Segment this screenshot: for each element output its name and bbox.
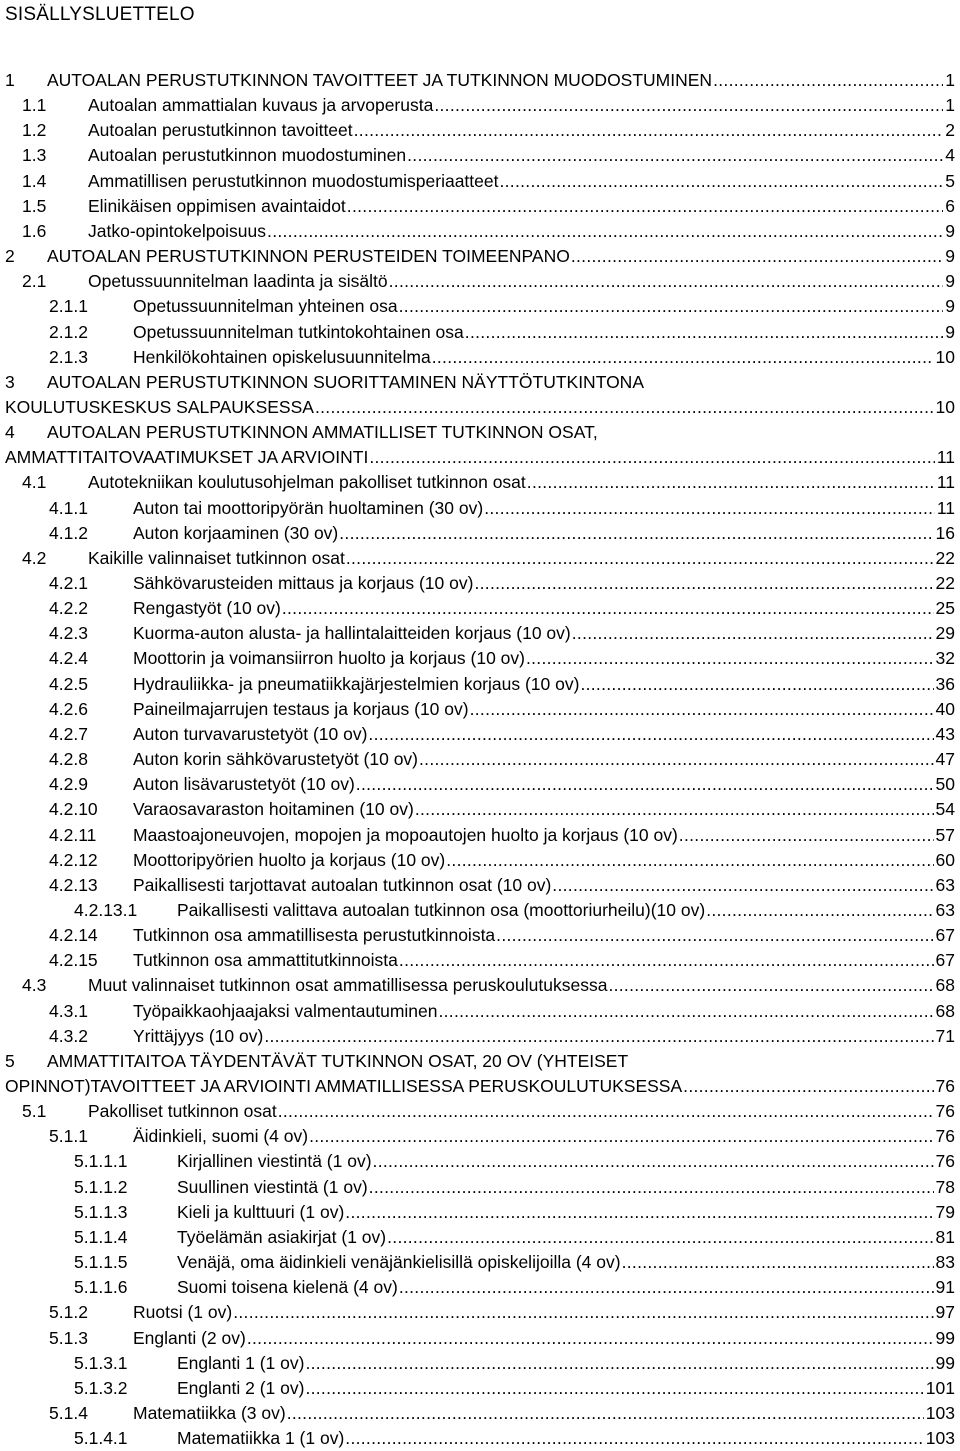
toc-entry[interactable] [0,621,960,646]
toc-entry[interactable] [0,596,960,621]
toc-entry[interactable] [0,1351,960,1376]
dot-leader [499,169,943,194]
toc-entry-title: Henkilökohtainen opiskelusuunnitelma [133,346,431,367]
toc-entry[interactable] [0,345,960,370]
toc-entry-title: Moottoripyörien huolto ja korjaus (10 ov) [133,849,446,870]
toc-entry-number: 4.2.5 [49,673,88,694]
toc-entry-page: 71 [935,1025,955,1046]
toc-entry-page: 50 [935,774,955,795]
toc-entry[interactable] [0,169,960,194]
toc-entry-page: 79 [935,1201,955,1222]
toc-entry-number: 4.2.4 [49,648,88,669]
dot-leader [369,445,934,470]
toc-entry-page: 68 [935,1000,955,1021]
toc-entry[interactable] [0,1049,960,1074]
toc-entry-number: 2.1.3 [49,346,88,367]
toc-entry[interactable] [0,370,960,395]
toc-entry[interactable] [0,1175,960,1200]
toc-entry-number: 4.2.14 [49,925,98,946]
toc-entry-title: Työpaikkaohjaajaksi valmentautuminen [133,1000,438,1021]
toc-entry-page: 54 [935,799,955,820]
toc-entry[interactable] [0,948,960,973]
toc-entry-page: 11 [936,472,955,493]
toc-entry-number: 3 [5,371,15,392]
dot-leader [474,571,933,596]
toc-entry-page: 76 [935,1151,955,1172]
toc-entry-title: Jatko-opintokelpoisuus [88,220,267,241]
toc-entry-number: 4.2.13 [49,874,98,895]
toc-entry-number: 2.1 [22,271,47,292]
dot-leader [305,1376,923,1401]
toc-entry-number: 4.3.1 [49,1000,88,1021]
toc-entry-title: Auton korjaaminen (30 ov) [133,522,339,543]
toc-entry-number: 5.1.1.5 [74,1252,128,1273]
toc-entry-page: 103 [925,1402,955,1423]
dot-leader [622,1250,934,1275]
toc-entry-title: Hydrauliikka- ja pneumatiikkajärjestelmien korjaus (10 ov) [133,673,580,694]
dot-leader [432,345,934,370]
toc-entry-page: 76 [935,1076,955,1096]
toc-entry-page: 76 [935,1101,955,1122]
toc-entry-title: Työelämän asiakirjat (1 ov) [177,1226,387,1247]
toc-entry-number: 5.1.4 [49,1402,88,1423]
toc-entry-title: Kirjallinen viestintä (1 ov) [177,1151,372,1172]
dot-leader [580,672,933,697]
toc-entry-page: 63 [935,899,955,920]
toc-entry[interactable] [0,722,960,747]
toc-entry[interactable] [0,143,960,168]
toc-entry-page: 11 [936,497,955,518]
toc-entry-title: Tutkinnon osa ammatillisesta perustutkinnoista [133,925,496,946]
dot-leader [683,1074,933,1099]
dot-leader [346,546,934,571]
toc-entry-page: 22 [935,547,955,568]
dot-leader [713,68,943,93]
toc-entry-title: Ruotsi (1 ov) [133,1302,233,1323]
toc-entry-number: 4.2.12 [49,849,98,870]
toc-entry-number: 4.3.2 [49,1025,88,1046]
toc-entry-title: Opetussuunnitelman laadinta ja sisältö [88,271,388,292]
toc-entry[interactable] [0,571,960,596]
dot-leader [571,244,943,269]
toc-entry[interactable] [0,1099,960,1124]
dot-leader [679,823,934,848]
toc-entry-page: 91 [935,1277,955,1298]
toc-entry[interactable] [0,1275,960,1300]
toc-entry-title: Sähkövarusteiden mittaus ja korjaus (10 ov) [133,573,474,593]
toc-entry-page: 99 [935,1352,955,1373]
toc-entry-page: 9 [945,220,955,241]
toc-entry-number: 1.3 [22,145,47,166]
toc-entry[interactable] [0,269,960,294]
dot-leader [572,621,934,646]
toc-entry-number: 4.2.11 [49,824,97,845]
toc-entry-title: OPINNOT)TAVOITTEET JA ARVIOINTI AMMATILLISESSA PERUSKOULUTUKSESSA [5,1076,683,1096]
toc-entry-page: 63 [935,874,955,895]
toc-entry-title: Pakolliset tutkinnon osat [88,1101,277,1122]
toc-entry-number: 4.2 [22,547,47,568]
toc-entry-number: 5.1.1.2 [74,1176,128,1197]
toc-entry-title: AUTOALAN PERUSTUTKINNON SUORITTAMINEN NÄYTTÖTUTKINTONA [47,371,644,392]
dot-leader [339,521,933,546]
toc-entry-number: 1.1 [22,95,47,116]
dot-leader [278,1099,934,1124]
toc-entry-number: 4.2.8 [49,749,88,770]
toc-entry[interactable] [0,496,960,521]
dot-leader [706,898,933,923]
toc-entry[interactable] [0,848,960,873]
toc-entry-number: 5.1.3.1 [74,1352,128,1373]
dot-leader [233,1300,933,1325]
toc-entry[interactable] [0,973,960,998]
toc-entry-page: 5 [945,170,955,191]
dot-leader [373,1149,934,1174]
toc-entry-title: Venäjä, oma äidinkieli venäjänkielisillä opiskelijoilla (4 ov) [177,1252,621,1273]
toc-entry-page: 81 [935,1226,955,1247]
toc-entry-number: 4.2.2 [49,598,88,619]
dot-leader [527,470,935,495]
toc-entry-title: Autoalan perustutkinnon muodostuminen [88,145,407,166]
toc-entry-number: 5.1 [22,1101,47,1122]
toc-entry-number: 5.1.3 [49,1327,88,1348]
toc-entry[interactable] [0,1225,960,1250]
dot-leader [415,797,934,822]
toc-entry-continuation[interactable] [0,395,960,420]
toc-entry-page: 2 [945,120,955,141]
toc-entry-page: 1 [945,70,955,90]
toc-entry[interactable] [0,672,960,697]
dot-leader [465,320,943,345]
dot-leader [369,1175,934,1200]
toc-entry-page: 36 [935,673,955,694]
toc-entry-number: 5.1.2 [49,1302,88,1323]
toc-entry-page: 60 [935,849,955,870]
toc-entry[interactable] [0,1024,960,1049]
dot-leader [399,948,934,973]
toc-entry[interactable] [0,1326,960,1351]
toc-entry-title: Paikallisesti valittava autoalan tutkinnon osa (moottoriurheilu)(10 ov) [177,899,706,920]
dot-leader [470,697,934,722]
toc-entry[interactable] [0,697,960,722]
dot-leader [399,1275,934,1300]
toc-entry-number: 4.2.13.1 [74,899,138,920]
toc-entry-title: AMMATTITAITOVAATIMUKSET JA ARVIOINTI [5,447,369,468]
dot-leader [399,294,944,319]
toc-entry-number: 4.1.2 [49,522,88,543]
toc-entry-number: 2.1.1 [49,296,88,317]
toc-entry[interactable] [0,797,960,822]
dot-leader [387,1225,933,1250]
toc-entry-title: Tutkinnon osa ammattitutkinnoista [133,950,398,971]
toc-entry-title: Auton turvavarustetyöt (10 ov) [133,723,368,744]
toc-entry-number: 1.5 [22,195,47,216]
toc-entry-number: 4.2.1 [49,573,88,593]
toc-entry-title: AUTOALAN PERUSTUTKINNON AMMATILLISET TUTKINNON OSAT, [47,422,598,443]
toc-entry[interactable] [0,898,960,923]
dot-leader [419,747,934,772]
dot-leader [389,269,944,294]
dot-leader [305,1351,933,1376]
dot-leader [356,772,934,797]
toc-entry-title: Autoalan ammattialan kuvaus ja arvoperusta [88,95,434,116]
toc-entry-page: 103 [925,1428,955,1449]
dot-leader [247,1326,934,1351]
toc-entry-page: 32 [935,648,955,669]
toc-entry[interactable] [0,118,960,143]
toc-entry-title: Auton tai moottoripyörän huoltaminen (30 ov) [133,497,484,518]
toc-entry-number: 4.2.15 [49,950,98,971]
toc-entry-number: 4.1 [22,472,47,493]
toc-entry-page: 101 [925,1377,955,1398]
toc-entry-title: Englanti 2 (1 ov) [177,1377,305,1398]
toc-entry[interactable] [0,244,960,269]
toc-entry[interactable] [0,772,960,797]
toc-entry-number: 4.2.7 [49,723,88,744]
toc-entry[interactable] [0,320,960,345]
toc-entry-page: 68 [935,975,955,996]
toc-entry-number: 5.1.1.1 [74,1151,128,1172]
toc-entry-page: 22 [935,573,955,593]
toc-entry-title: AUTOALAN PERUSTUTKINNON PERUSTEIDEN TOIMEENPANO [47,246,570,267]
toc-entry-title: Rengastyöt (10 ov) [133,598,281,619]
toc-entry-page: 67 [935,950,955,971]
toc-entry-page: 9 [945,321,955,342]
toc-entry-page: 76 [935,1126,955,1147]
toc-entry-number: 4.3 [22,975,47,996]
toc-entry-page: 4 [945,145,955,166]
toc-entry[interactable] [0,1426,960,1451]
dot-leader [309,1124,933,1149]
toc-entry-page: 6 [945,195,955,216]
toc-entry-number: 4.2.6 [49,698,88,719]
toc-entry-number: 5 [5,1050,15,1071]
toc-entry[interactable] [0,68,960,93]
toc-entry-number: 5.1.4.1 [74,1428,128,1449]
toc-entry-title: Paikallisesti tarjottavat autoalan tutkinnon osat (10 ov) [133,874,552,895]
toc-entry-page: 25 [935,598,955,619]
toc-entry-page: 1 [945,95,955,116]
toc-entry[interactable] [0,1124,960,1149]
toc-entry-title: Opetussuunnitelman yhteinen osa [133,296,398,317]
dot-leader [496,923,933,948]
toc-entry[interactable] [0,1300,960,1325]
toc-entry-page: 67 [935,925,955,946]
toc-entry[interactable] [0,93,960,118]
toc-entry[interactable] [0,646,960,671]
dot-leader [446,848,933,873]
toc-entry[interactable] [0,470,960,495]
dot-leader [264,1024,933,1049]
toc-entry-page: 10 [935,346,955,367]
toc-entry-number: 5.1.1 [49,1126,88,1147]
toc-entry-title: Kieli ja kulttuuri (1 ov) [177,1201,345,1222]
dot-leader [345,1200,933,1225]
toc-entry-title: Autotekniikan koulutusohjelman pakolliset tutkinnon osat [88,472,526,493]
toc-entry-title: KOULUTUSKESKUS SALPAUKSESSA [5,396,314,417]
toc-entry[interactable] [0,294,960,319]
dot-leader [434,93,943,118]
dot-leader [354,118,944,143]
toc-entry[interactable] [0,420,960,445]
toc-entry-page: 97 [935,1302,955,1323]
toc-entry-title: Yrittäjyys (10 ov) [133,1025,264,1046]
toc-entry-page: 83 [935,1252,955,1273]
dot-leader [368,722,933,747]
toc-entry-number: 4.2.10 [49,799,98,820]
toc-entry-title: Matematiikka 1 (1 ov) [177,1428,345,1449]
dot-leader [608,973,933,998]
toc-entry-page: 9 [945,271,955,292]
toc-entry-number: 1.2 [22,120,47,141]
toc-entry-page: 10 [935,396,955,417]
toc-entry-title: Äidinkieli, suomi (4 ov) [133,1126,309,1147]
toc-entry[interactable] [0,747,960,772]
dot-leader [552,873,933,898]
toc-entry-page: 9 [945,246,955,267]
toc-entry-title: Elinikäisen oppimisen avaintaidot [88,195,346,216]
toc-entry[interactable] [0,1200,960,1225]
toc-entry-title: Autoalan perustutkinnon tavoitteet [88,120,353,141]
dot-leader [526,646,934,671]
toc-entry-title: AUTOALAN PERUSTUTKINNON TAVOITTEET JA TUTKINNON MUODOSTUMINEN [47,70,713,90]
toc-entry-page: 78 [935,1176,955,1197]
toc-entry[interactable] [0,999,960,1024]
toc-entry[interactable] [0,1376,960,1401]
toc-entry-title: Suomi toisena kielenä (4 ov) [177,1277,398,1298]
toc-entry-number: 4.2.9 [49,774,88,795]
toc-entry-title: Englanti 1 (1 ov) [177,1352,305,1373]
toc-entry[interactable] [0,1149,960,1174]
toc-entry-title: Auton korin sähkövarustetyöt (10 ov) [133,749,419,770]
toc-entry-continuation[interactable] [0,1074,960,1099]
dot-leader [267,219,943,244]
toc-entry-title: Varaosavaraston hoitaminen (10 ov) [133,799,414,820]
toc-entry-title: Maastoajoneuvojen, mopojen ja mopoautojen huolto ja korjaus (10 ov) [133,824,678,845]
toc-entry[interactable] [0,194,960,219]
toc-entry-page: 99 [935,1327,955,1348]
dot-leader [315,395,934,420]
toc-entry-number: 5.1.3.2 [74,1377,128,1398]
toc-entry-title: Suullinen viestintä (1 ov) [177,1176,368,1197]
toc-entry-page: 29 [935,623,955,644]
toc-entry[interactable] [0,923,960,948]
dot-leader [407,143,943,168]
toc-entry-title: Moottorin ja voimansiirron huolto ja korjaus (10 ov) [133,648,525,669]
toc-entry-number: 1.6 [22,220,47,241]
toc-entry-title: Auton lisävarustetyöt (10 ov) [133,774,355,795]
toc-entry-number: 5.1.1.6 [74,1277,128,1298]
toc-entry-title: Ammatillisen perustutkinnon muodostumisperiaatteet [88,170,499,191]
dot-leader [287,1401,924,1426]
toc-entry-title: Kuorma-auton alusta- ja hallintalaitteiden korjaus (10 ov) [133,623,571,644]
dot-leader [347,194,943,219]
dot-leader [438,999,933,1024]
toc-entry-page: 43 [935,723,955,744]
dot-leader [484,496,935,521]
toc-entry[interactable] [0,546,960,571]
toc-entry[interactable] [0,521,960,546]
dot-leader [345,1426,924,1451]
toc-entry-page: 40 [935,698,955,719]
toc-entry-title: Kaikille valinnaiset tutkinnon osat [88,547,345,568]
toc-entry-title: Englanti (2 ov) [133,1327,246,1348]
toc-entry-number: 1 [5,70,15,90]
toc-entry-number: 1.4 [22,170,47,191]
toc-entry-number: 4 [5,422,15,443]
toc-entry-page: 9 [945,296,955,317]
toc-entry[interactable] [0,1250,960,1275]
toc-entry[interactable] [0,823,960,848]
page-title: SISÄLLYSLUETTELO [5,4,195,25]
toc-entry-page: 47 [935,749,955,770]
toc-entry[interactable] [0,1401,960,1426]
toc-entry-number: 4.2.3 [49,623,88,644]
toc-entry[interactable] [0,219,960,244]
toc-entry-number: 2.1.2 [49,321,88,342]
toc-entry-title: Opetussuunnitelman tutkintokohtainen osa [133,321,464,342]
toc-entry-title: Muut valinnaiset tutkinnon osat ammatillisessa peruskoulutuksessa [88,975,608,996]
toc-entry-number: 5.1.1.4 [74,1226,128,1247]
toc-entry-number: 4.1.1 [49,497,88,518]
toc-entry-title: Paineilmajarrujen testaus ja korjaus (10 ov) [133,698,469,719]
toc-entry-page: 16 [935,522,955,543]
toc-entry-title: Matematiikka (3 ov) [133,1402,286,1423]
toc-entry-number: 2 [5,246,15,267]
toc-entry-page: 11 [936,447,955,468]
toc-entry-number: 5.1.1.3 [74,1201,128,1222]
dot-leader [282,596,934,621]
toc-entry-continuation[interactable] [0,445,960,470]
toc-entry-page: 57 [935,824,955,845]
toc-entry[interactable] [0,873,960,898]
toc-entry-title: AMMATTITAITOA TÄYDENTÄVÄT TUTKINNON OSAT, 20 OV (YHTEISET [47,1050,629,1071]
